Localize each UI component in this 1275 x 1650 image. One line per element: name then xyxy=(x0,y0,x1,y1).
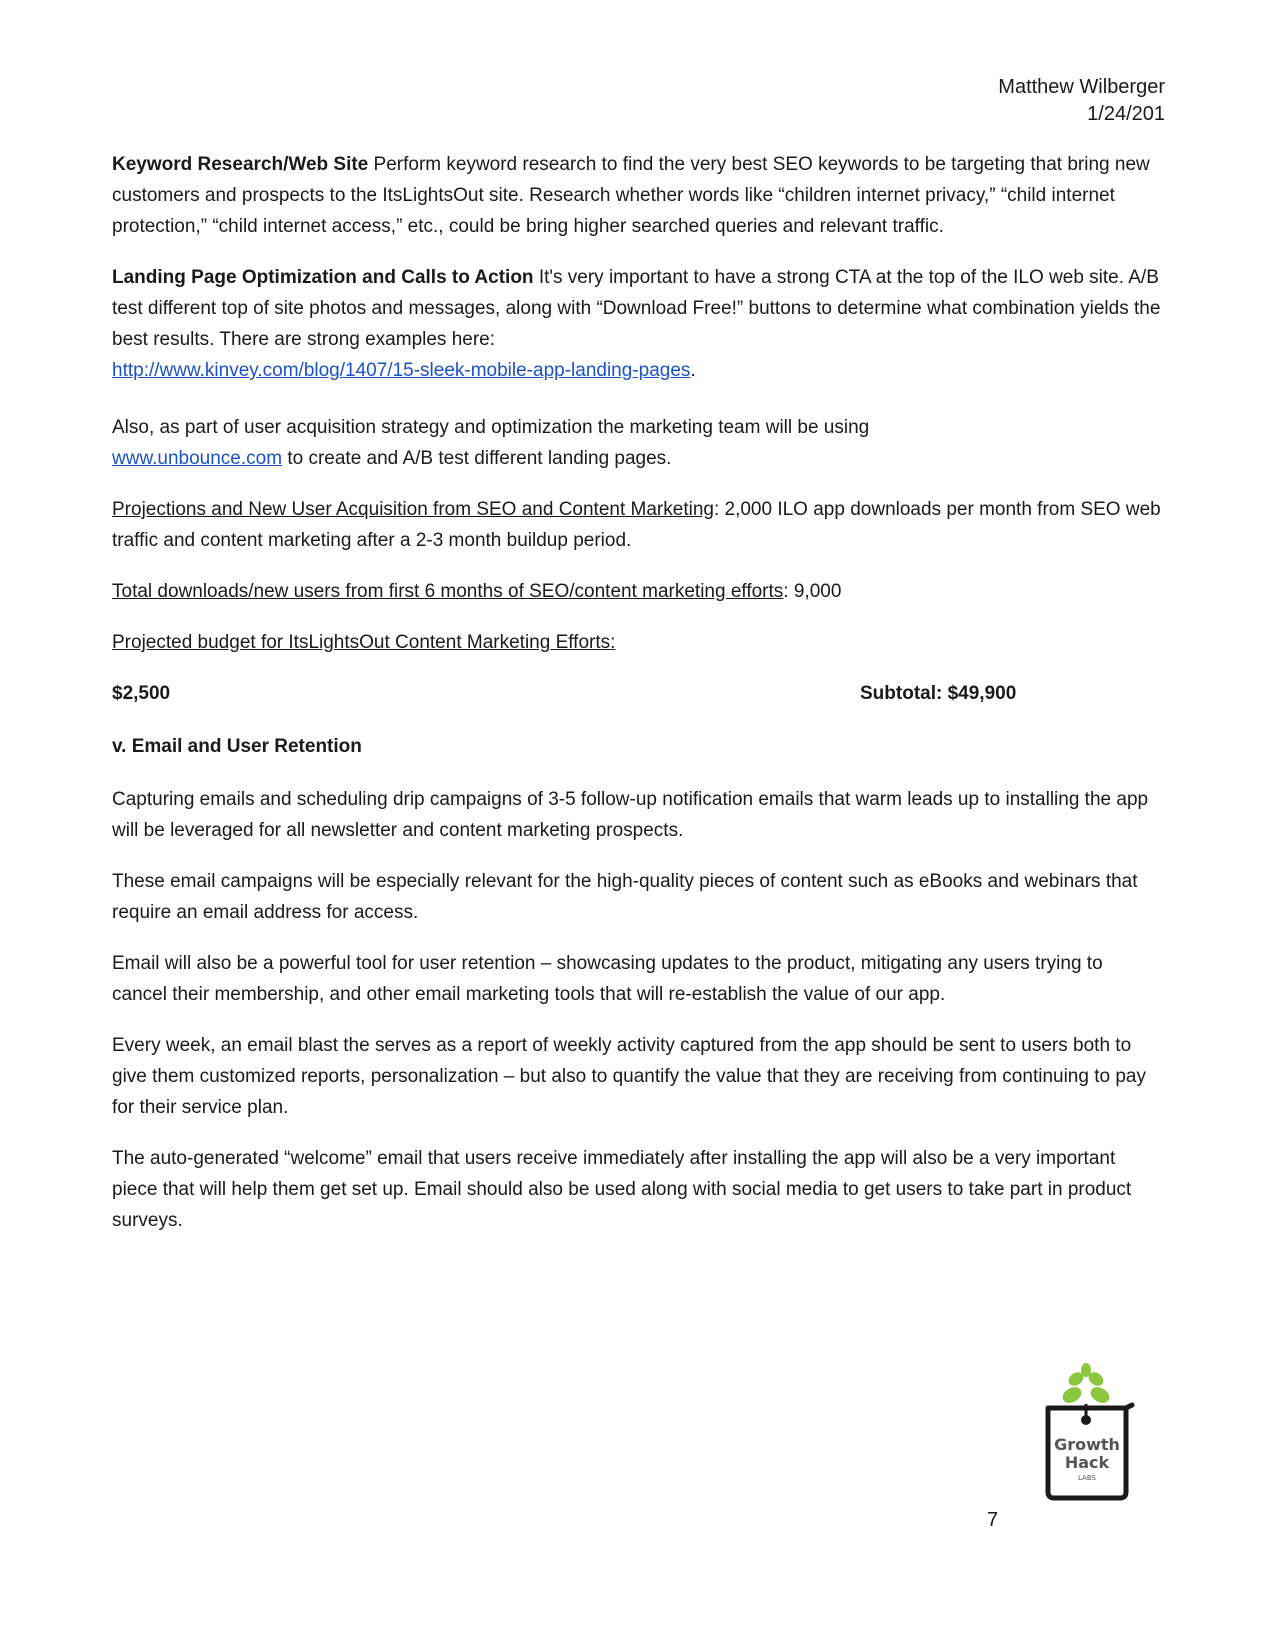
landing-body: It's very important to have a strong CTA at the top of the ILO web site. A/B test different top of site photos and messages, along with “Download Free!” buttons to determine what combination yields the best results. There are strong examples here: xyxy=(112,267,1161,350)
page-number: 7 xyxy=(987,1509,999,1531)
email-paragraph-5: The auto-generated “welcome” email that users receive immediately after installing the app will also be a very important piece that will help them get set up. Email should also be used along with social media to get users to take part in product surveys. xyxy=(112,1148,1132,1231)
sprout-leaves-icon xyxy=(1060,1363,1112,1406)
keyword-body: Perform keyword research to find the very best SEO keywords to be targeting that bring new customers and prospects to the ItsLightsOut site. Research whether words like “children internet privacy,” “child internet protection,” “child internet access,” etc., could be bring higher searched queries and relevant traffic. xyxy=(112,154,1150,237)
unbounce-text-after: to create and A/B test different landing pages. xyxy=(287,448,672,469)
email-paragraph-3: Email will also be a powerful tool for user retention – showcasing updates to the product, mitigating any users trying to cancel their membership, and other email marketing tools that will re-establish the value of our app. xyxy=(112,953,1103,1005)
projections-text: : 2,000 ILO app downloads per month from SEO web traffic and content marketing after a 2-3 month buildup period. xyxy=(112,499,1161,551)
total-text: : 9,000 xyxy=(783,581,842,602)
budget-label-paragraph xyxy=(112,627,1162,658)
logo-icon xyxy=(1040,1358,1140,1508)
svg-text:Hack: Hack xyxy=(1064,1453,1110,1472)
landing-heading: Landing Page Optimization and Calls to Action xyxy=(112,267,534,288)
landing-paragraph xyxy=(112,262,1162,386)
svg-text:Growth: Growth xyxy=(1054,1435,1120,1454)
page-header xyxy=(998,74,1165,128)
email-paragraph-1: Capturing emails and scheduling drip campaigns of 3-5 follow-up notification emails that warm leads up to installing the app will be leveraged for all newsletter and content marketing prospects. xyxy=(112,789,1149,841)
budget-amount: $2,500 xyxy=(112,683,171,704)
keyword-paragraph xyxy=(112,149,1162,242)
unbounce-text-before: Also, as part of user acquisition strategy and optimization the marketing team will be using xyxy=(112,417,870,438)
email-paragraph-4: Every week, an email blast the serves as a report of weekly activity captured from the app should be sent to users both to give them customized reports, personalization – but also to quantify the value that they are receiving from continuing to pay for their service plan. xyxy=(112,1035,1146,1118)
document-date: 1/24/201 xyxy=(1087,103,1165,125)
email-section-heading: v. Email and User Retention xyxy=(112,736,362,757)
unbounce-link[interactable]: www.unbounce.com xyxy=(112,448,283,469)
budget-row xyxy=(112,678,1162,709)
landing-link-suffix: . xyxy=(690,360,696,381)
total-label: Total downloads/new users from first 6 months of SEO/content marketing efforts xyxy=(112,581,784,602)
projections-label: Projections and New User Acquisition from SEO and Content Marketing xyxy=(112,499,714,520)
projections-paragraph xyxy=(112,494,1162,556)
total-paragraph xyxy=(112,576,1162,607)
unbounce-paragraph xyxy=(112,412,1162,474)
budget-label: Projected budget for ItsLightsOut Content Marketing Efforts: xyxy=(112,632,616,653)
author-name: Matthew Wilberger xyxy=(998,76,1165,98)
budget-subtotal: Subtotal: $49,900 xyxy=(860,683,1017,704)
kinvey-link[interactable]: http://www.kinvey.com/blog/1407/15-sleek-mobile-app-landing-pages xyxy=(112,360,691,381)
document-body xyxy=(112,149,1162,1256)
keyword-heading: Keyword Research/Web Site xyxy=(112,154,369,175)
growth-hack-labs-logo xyxy=(1040,1358,1140,1508)
email-paragraph-2: These email campaigns will be especially relevant for the high-quality pieces of content such as eBooks and webinars that require an email address for access. xyxy=(112,871,1138,923)
svg-text:LABS: LABS xyxy=(1078,1474,1096,1482)
